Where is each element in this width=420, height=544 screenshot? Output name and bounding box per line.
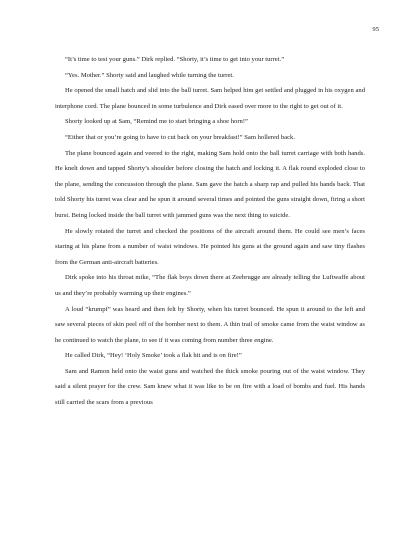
paragraph: The plane bounced again and veered to the right, making Sam hold onto the ball turret carriage with both hands. He knelt down and tapped Shorty’s shoulder before closing the hatch and locking it. A flak round exploded close to the plane, sending the concussion through the plane. Sam gave the hatch a sharp rap and pulled his hands back. That told Shorty his turret was clear and he spun it around several times and pointed the guns straight down, firing a short burst. Being locked inside the ball turret with jammed guns was the next thing to suicide. <box>55 149 365 219</box>
paragraph: He opened the small hatch and slid into the ball turret. Sam helped him get settled and plugged in his oxygen and interphone cord. The plane bounced in some turbulence and Dirk eased over more to the right to get out of it. <box>55 87 365 110</box>
paragraph: He slowly rotated the turret and checked the positions of the aircraft around them. He could see men’s faces staring at his plane from a number of waist windows. He pointed his guns at the ground again and saw tiny flashes from the German anti-aircraft batteries. <box>55 227 365 266</box>
page-number: 95 <box>372 26 379 33</box>
paragraph: “It’s time to test your guns.” Dirk replied. “Shorty, it’s time to get into your turret.” <box>65 56 285 63</box>
paragraph: Shorty looked up at Sam, “Remind me to start bringing a shoe horn!” <box>65 118 248 126</box>
paragraph: He called Dirk, “Hey! ‘Holy Smoke’ took a flak hit and is on fire!” <box>65 352 242 360</box>
paragraph: Sam and Ramon held onto the waist guns and watched the thick smoke pouring out of the waist window. They said a silent prayer for the crew. Sam knew what it was like to be on fire with a load of bombs and fuel. His hands still carried the scars from a previous <box>55 367 365 407</box>
body-text <box>55 52 365 411</box>
paragraph: “Either that or you’re going to have to cut back on your breakfast!” Sam hollered back. <box>65 133 295 141</box>
paragraph: Dirk spoke into his throat mike, “The flak boys down there at Zeebrugge are already telling the Luftwaffe about us and they’re probably warming up their engines.” <box>55 274 365 297</box>
paragraph: “Yes. Mother.” Shorty said and laughed while turning the turret. <box>65 71 234 79</box>
paragraph: A loud “krumpf” was heard and then felt by Shorty, when his turret bounced. He spun it around to the left and saw several pieces of skin peel off of the bomber next to them. A thin trail of smoke came from the waist window as he continued to watch the plane, to see if it was coming from number three engine. <box>55 305 365 344</box>
